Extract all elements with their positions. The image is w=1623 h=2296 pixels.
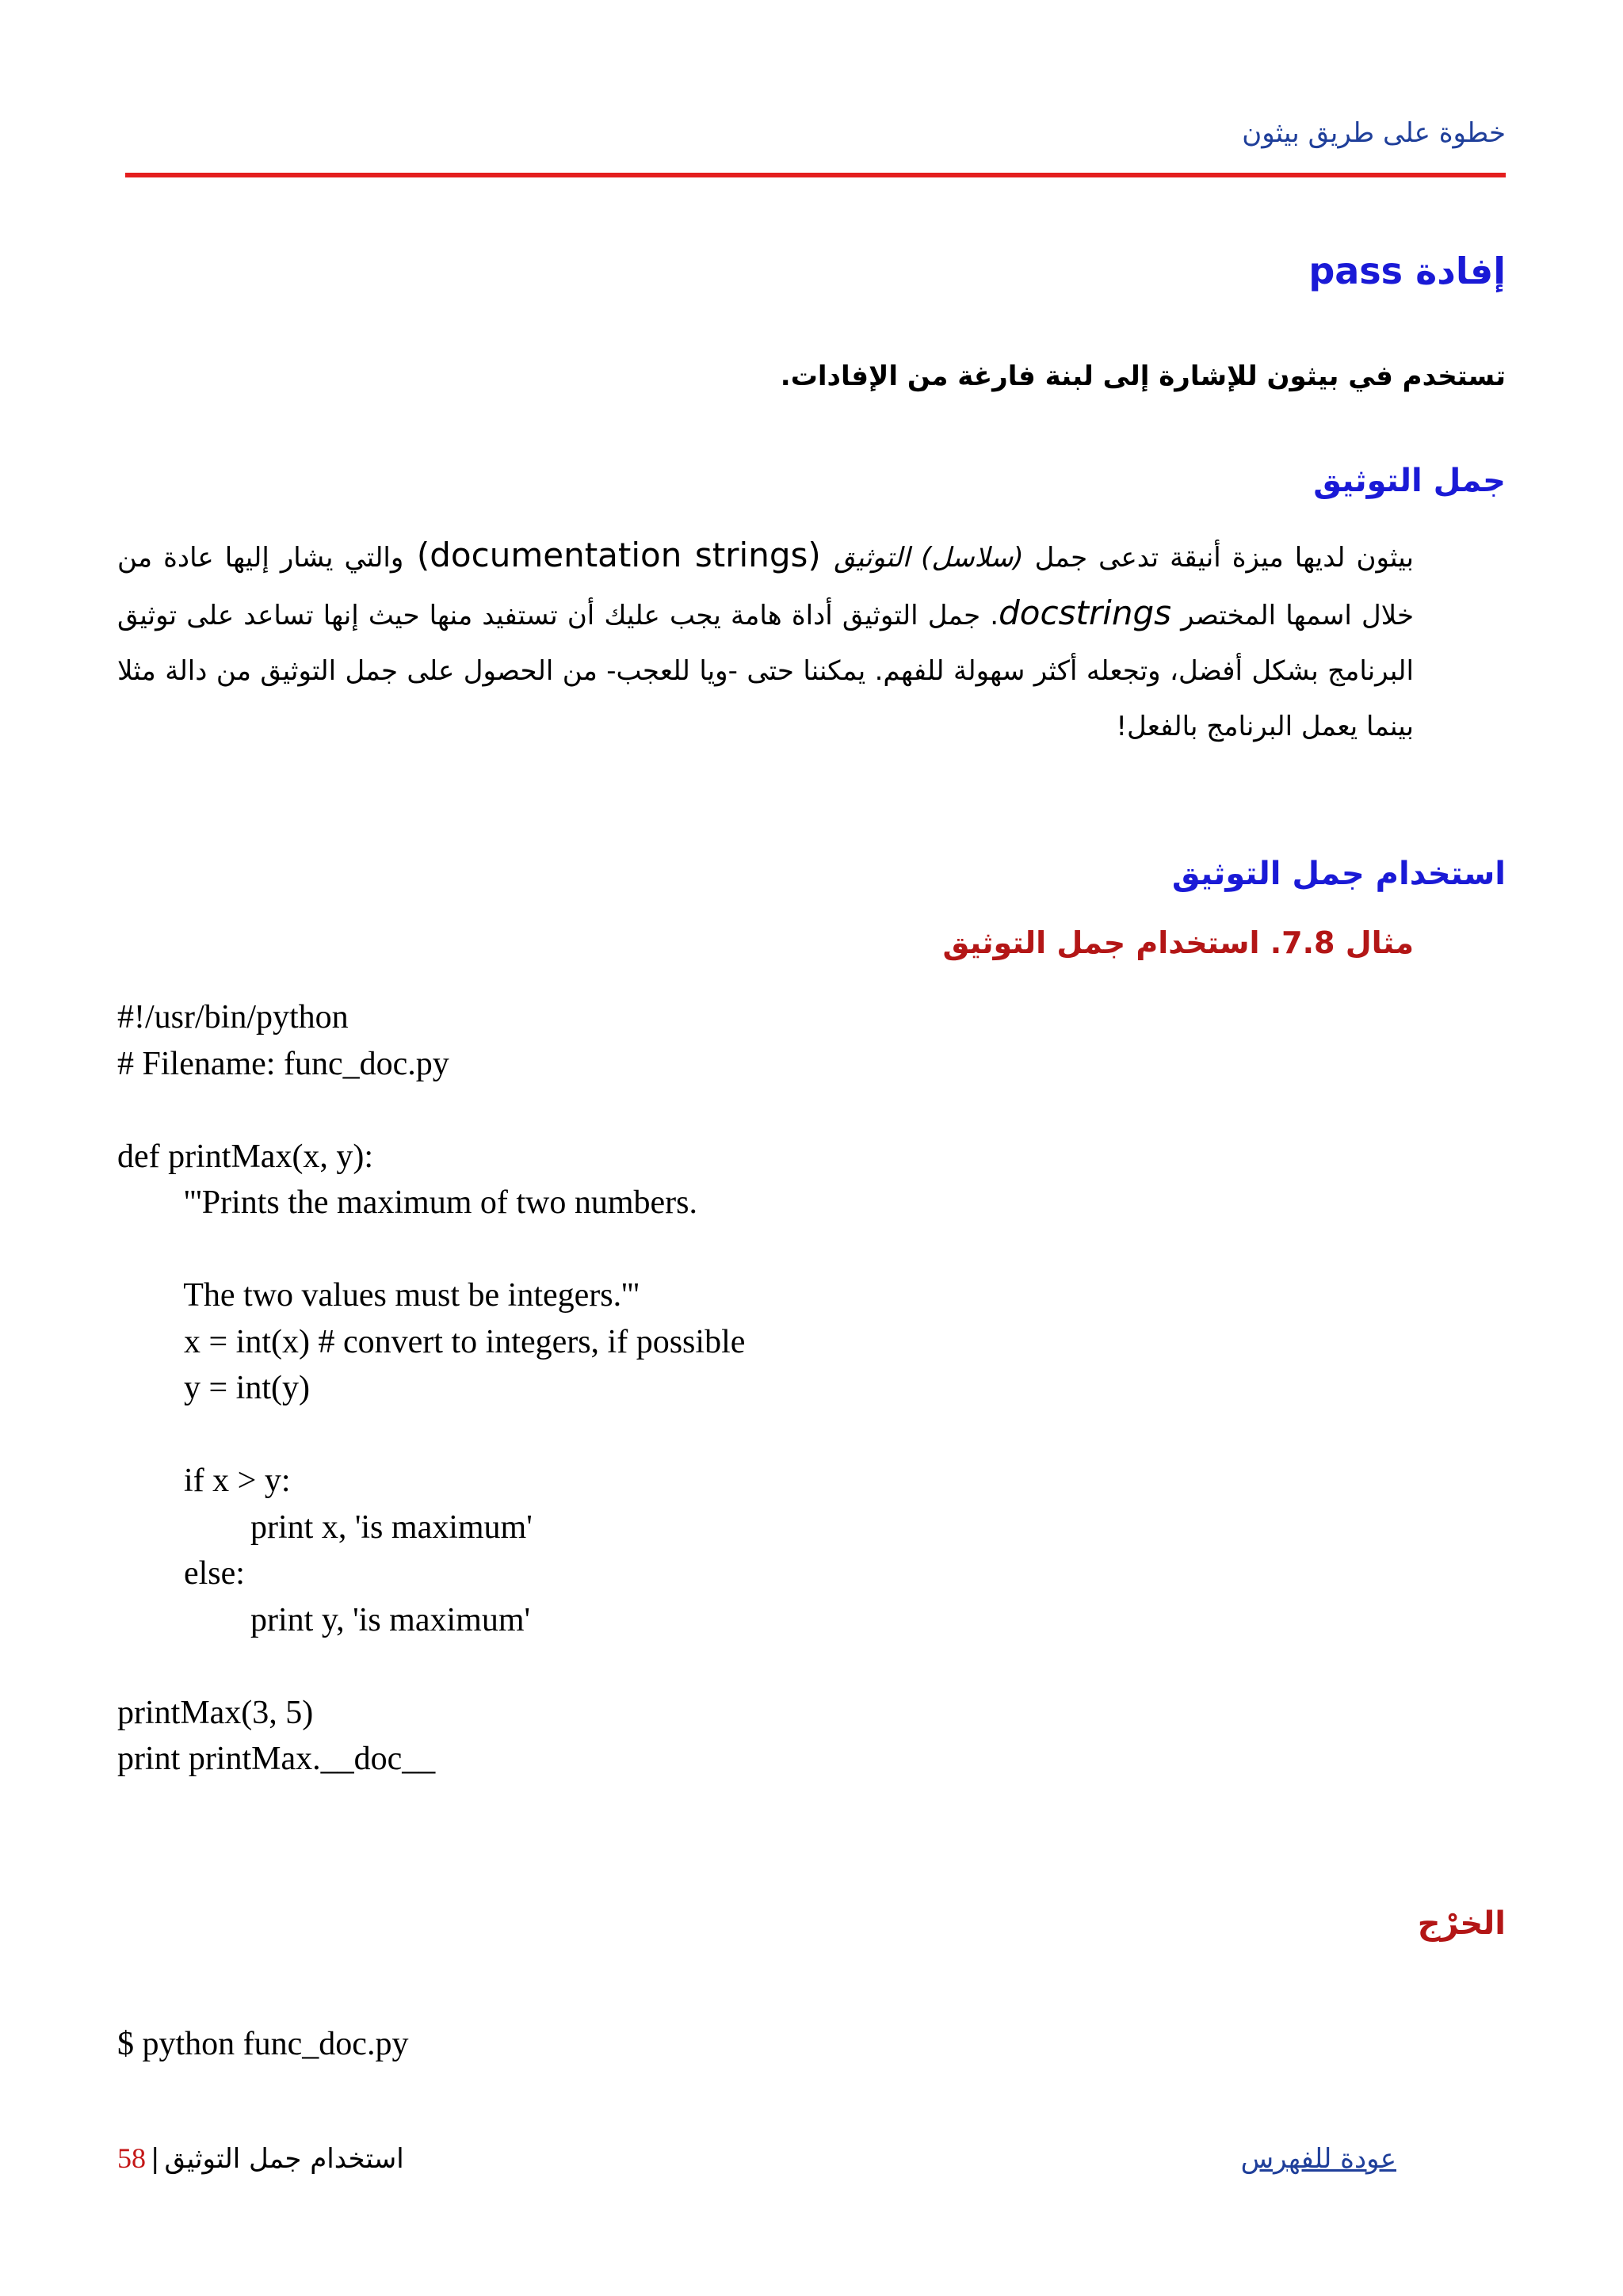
using-docstrings-heading: استخدام جمل التوثيق	[1171, 856, 1506, 892]
footer-page-info	[117, 2142, 404, 2175]
code-line	[117, 1226, 1506, 1273]
code-line	[117, 1412, 1506, 1459]
running-header: خطوة على طريق بيثون	[1242, 117, 1506, 149]
code-line: # Filename: func_doc.py	[117, 1045, 449, 1082]
code-line: def printMax(x, y):	[117, 1138, 374, 1175]
code-block	[117, 994, 1506, 1783]
code-line: The two values must be integers.'''	[117, 1277, 640, 1314]
code-line	[117, 1087, 1506, 1134]
code-line: x = int(x) # convert to integers, if possible	[117, 1323, 746, 1360]
code-line: print y, 'is maximum'	[117, 1601, 531, 1638]
pass-heading: إفادة pass	[1308, 250, 1506, 292]
output-command: $ python func_doc.py	[117, 2026, 409, 2062]
header-rule	[125, 173, 1506, 177]
output-heading: الخرْج	[1417, 1905, 1506, 1942]
docstrings-paragraph	[117, 528, 1414, 754]
code-line: else:	[117, 1555, 245, 1592]
code-line	[117, 1643, 1506, 1690]
pass-description: تستخدم في بيثون للإشارة إلى لبنة فارغة من الإفادات.	[780, 360, 1506, 392]
code-line: '''Prints the maximum of two numbers.	[117, 1184, 697, 1221]
code-line: y = int(y)	[117, 1370, 310, 1406]
back-to-index-link[interactable]: عودة للفهرس	[1240, 2143, 1396, 2175]
example-title: مثال 7.8. استخدام جمل التوثيق	[942, 925, 1414, 960]
docstrings-para-part1: بيثون لديها ميزة أنيقة تدعى جمل	[1023, 542, 1415, 574]
code-line: #!/usr/bin/python	[117, 999, 349, 1035]
docstrings-heading: جمل التوثيق	[1313, 463, 1506, 499]
code-line: if x > y:	[117, 1463, 291, 1499]
code-line: printMax(3, 5)	[117, 1694, 314, 1731]
page-number: 58	[117, 2142, 146, 2174]
docstrings-para-italic: (سلاسل) التوثيق	[834, 542, 1024, 574]
footer-section-title: استخدام جمل التوثيق	[164, 2143, 404, 2175]
code-line: print printMax.__doc__	[117, 1741, 436, 1777]
docstrings-para-part3: . جمل التوثيق أداة هامة يجب عليك أن تستفيد منها حيث إنها تساعد على توثيق البرنامج بشكل أفضل، وتجعله أكثر سهولة للفهم. يمكننا حتى -ويا للعجب- من الحصول على جمل التوثيق من دالة مثلا بينما يعمل البرنامج بالفعل!	[117, 600, 1414, 742]
docstrings-para-latin-term: (documentation strings)	[403, 536, 834, 574]
footer-separator: |	[151, 2143, 160, 2175]
code-line: print x, 'is maximum'	[117, 1508, 533, 1546]
docstrings-para-part2: والتي يشار إليها عادة من خلال اسمها المختصر	[117, 542, 1415, 631]
docstrings-para-latin-short: docstrings	[999, 593, 1171, 632]
